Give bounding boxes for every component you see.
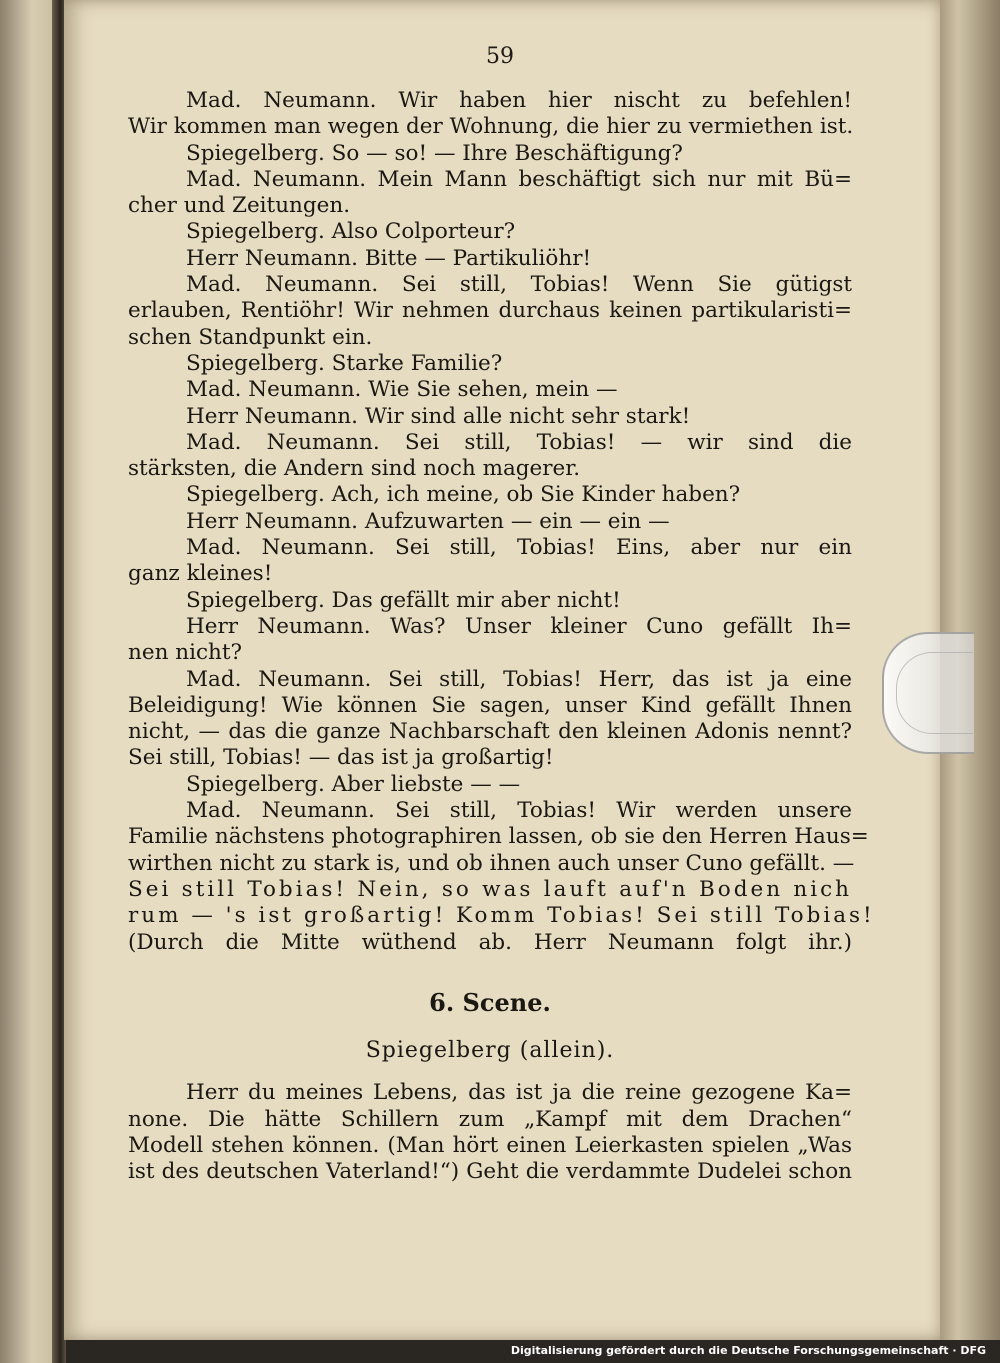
text-line: Spiegelberg. Das gefällt mir aber nicht! — [186, 587, 621, 613]
text-line: erlauben, Rentiöhr! Wir nehmen durchaus keinen partikularisti= — [128, 298, 852, 324]
text-line: Beleidigung! Wie können Sie sagen, unser Kind gefällt Ihnen — [128, 692, 852, 718]
text-line: Mad. Neumann. Wir haben hier nischt zu befehlen! — [186, 88, 852, 113]
scene-heading: 6. Scene. — [429, 987, 551, 1017]
text-line: Herr Neumann. Was? Unser kleiner Cuno gefällt Ih= — [186, 613, 852, 639]
text-line: Familie nächstens photographiren lassen, ob sie den Herren Haus= — [128, 824, 869, 850]
text-line: Spiegelberg. So — so! — Ihre Beschäftigung? — [186, 140, 683, 166]
text-line: Mad. Neumann. Mein Mann beschäftigt sich nur mit Bü= — [186, 166, 852, 192]
scene-subheading: Spiegelberg (allein). — [365, 1038, 615, 1064]
text-line: wirthen nicht zu stark is, und ob ihnen auch unser Cuno gefällt. — — [128, 850, 855, 876]
text-line: Herr Neumann. Aufzuwarten — ein — ein — — [186, 508, 670, 534]
text-line: Herr Neumann. Wir sind alle nicht sehr stark! — [186, 403, 691, 429]
text-line: Mad. Neumann. Wie Sie sehen, mein — — [186, 377, 618, 403]
left-page-edge — [0, 0, 58, 1363]
text-line: Spiegelberg. Starke Familie? — [186, 350, 503, 376]
page-clip-inner — [896, 652, 973, 734]
text-line: none. Die hätte Schillern zum „Kampf mit dem Drachen“ — [128, 1106, 852, 1132]
text-line: nicht, — das die ganze Nachbarschaft den kleinen Adonis nennt? — [128, 719, 852, 745]
text-line: Mad. Neumann. Sei still, Tobias! Wir werden unsere — [186, 798, 852, 824]
text-line: schen Standpunkt ein. — [128, 324, 373, 350]
text-line: Spiegelberg. Also Colporteur? — [186, 219, 516, 245]
text-line: Wir kommen man wegen der Wohnung, die hier zu vermiethen ist. — [128, 114, 854, 140]
text-line: nen nicht? — [128, 640, 243, 666]
page-text — [128, 88, 875, 1186]
text-line: Modell stehen können. (Man hört einen Leierkasten spielen „Was — [128, 1132, 852, 1158]
text-line: rum — 's ist großartig! Komm Tobias! Sei still Tobias! — [128, 903, 875, 929]
text-line: Herr du meines Lebens, das ist ja die reine gezogene Ka= — [186, 1080, 852, 1106]
text-line: Spiegelberg. Ach, ich meine, ob Sie Kinder haben? — [186, 482, 741, 508]
text-line: Mad. Neumann. Sei still, Tobias! Herr, das ist ja eine — [186, 666, 852, 692]
digitization-credit: Digitalisierung gefördert durch die Deutsche Forschungsgemeinschaft · DFG — [510, 1344, 986, 1357]
text-line: Spiegelberg. Aber liebste — — — [186, 771, 521, 797]
text-line: Sei still Tobias! Nein, so was lauft auf'n Boden nich — [128, 876, 852, 902]
text-line: (Durch die Mitte wüthend ab. Herr Neumann folgt ihr.) — [128, 929, 852, 955]
text-line: ist des deutschen Vaterland!“) Geht die verdammte Dudelei schon — [128, 1159, 852, 1185]
text-line: Herr Neumann. Bitte — Partikuliöhr! — [186, 245, 592, 271]
text-line: stärksten, die Andern sind noch magerer. — [128, 456, 581, 482]
text-line: cher und Zeitungen. — [128, 193, 351, 219]
text-line: Mad. Neumann. Sei still, Tobias! — wir sind die — [186, 429, 852, 455]
text-line: Mad. Neumann. Sei still, Tobias! Eins, aber nur ein — [186, 535, 852, 561]
text-line: ganz kleines! — [128, 561, 273, 587]
text-line: Mad. Neumann. Sei still, Tobias! Wenn Sie gütigst — [186, 272, 852, 298]
page-number: 59 — [486, 44, 514, 69]
text-line: Sei still, Tobias! — das ist ja großartig! — [128, 745, 554, 771]
